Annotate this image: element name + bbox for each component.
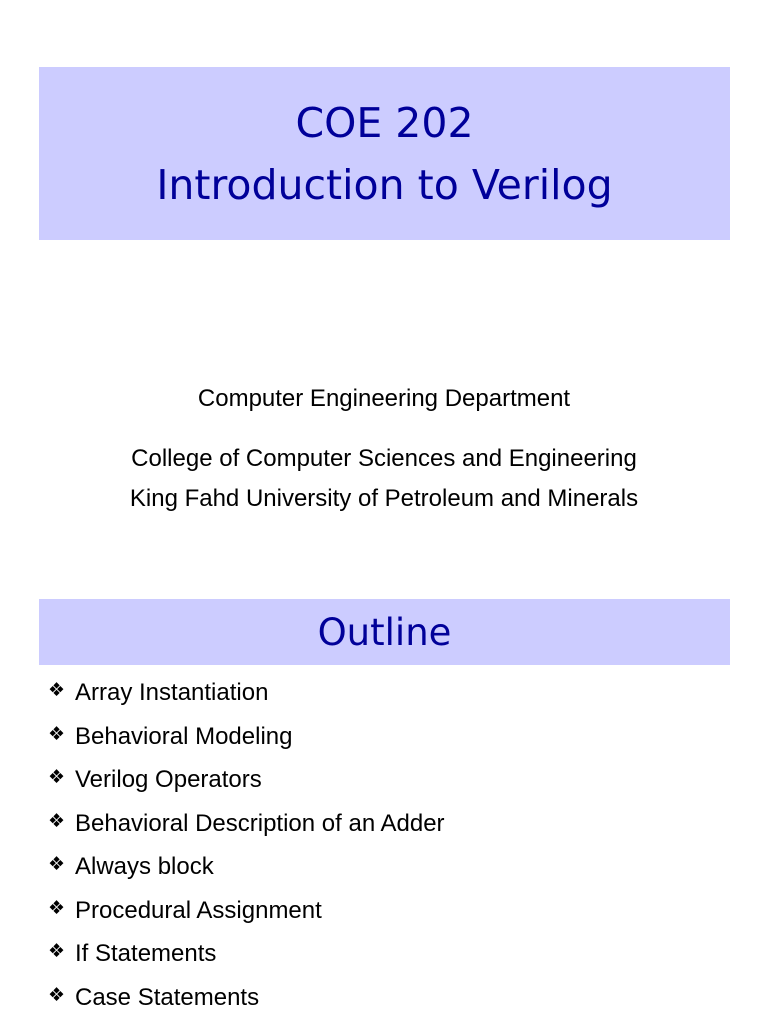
outline-item-label: Array Instantiation — [75, 679, 269, 706]
outline-item — [48, 807, 748, 851]
outline-heading: Outline — [317, 610, 452, 654]
outline-heading-banner — [39, 599, 730, 665]
outline-item-label: Verilog Operators — [75, 766, 262, 793]
outline-item-label: If Statements — [75, 940, 217, 967]
diamond-bullet-icon: ❖ — [48, 722, 66, 745]
outline-item-label: Behavioral Modeling — [75, 722, 293, 750]
outline-item-label: Always block — [75, 853, 214, 880]
diamond-bullet-icon: ❖ — [48, 809, 66, 832]
outline-item — [48, 763, 748, 807]
outline-item-label: Procedural Assignment — [75, 896, 322, 924]
outline-item — [48, 850, 748, 894]
diamond-bullet-icon: ❖ — [48, 896, 66, 919]
course-title: Introduction to Verilog — [156, 160, 613, 209]
outline-item-label: Case Statements — [75, 983, 260, 1011]
department-name: Computer Engineering Department — [197, 385, 571, 412]
outline-list — [48, 676, 748, 1024]
outline-item — [48, 720, 748, 764]
outline-item — [48, 937, 748, 981]
title-banner — [39, 67, 730, 240]
university-name: King Fahd University of Petroleum and Minerals — [129, 485, 639, 512]
outline-item — [48, 676, 748, 720]
course-code: COE 202 — [295, 98, 474, 147]
diamond-bullet-icon: ❖ — [48, 679, 66, 701]
diamond-bullet-icon: ❖ — [48, 983, 66, 1006]
outline-item — [48, 894, 748, 938]
diamond-bullet-icon: ❖ — [48, 853, 66, 875]
diamond-bullet-icon: ❖ — [48, 940, 66, 962]
college-name: College of Computer Sciences and Engineering — [131, 445, 637, 472]
outline-item-label: Behavioral Description of an Adder — [75, 809, 445, 837]
outline-item — [48, 981, 748, 1024]
diamond-bullet-icon: ❖ — [48, 766, 66, 788]
